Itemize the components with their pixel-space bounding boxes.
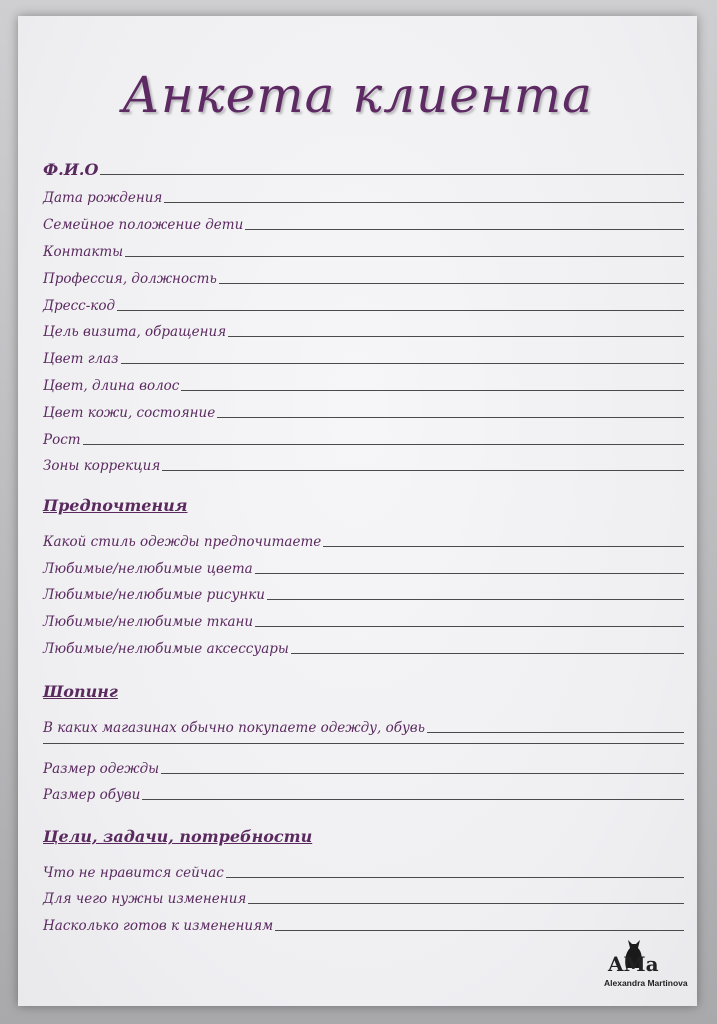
logo-mark: AMa [608, 952, 659, 976]
field-label: Насколько готов к изменениям [43, 918, 274, 934]
fill-line[interactable] [161, 772, 684, 774]
page-title: Анкета клиента [121, 66, 593, 124]
field-row [43, 238, 684, 260]
field-label: Что не нравится сейчас [43, 865, 224, 881]
field-row [43, 211, 684, 233]
field-label: Цвет, длина волос [43, 378, 180, 394]
field-label: Размер обуви [43, 787, 141, 803]
field-row [43, 318, 684, 340]
fill-line[interactable] [228, 335, 684, 337]
field-row [43, 859, 684, 881]
field-label: Зоны коррекция [43, 458, 161, 474]
field-label: Цвет глаз [43, 351, 119, 367]
questionnaire-sheet [18, 16, 697, 1006]
field-label: Ф.И.О [43, 160, 99, 179]
fill-line[interactable] [427, 731, 684, 733]
field-row [43, 635, 684, 657]
fill-line[interactable] [164, 201, 684, 203]
field-row [43, 528, 684, 550]
section-heading-goals: Цели, задачи, потребности [43, 827, 313, 846]
field-row [43, 345, 684, 367]
field-row [43, 755, 684, 777]
fill-line[interactable] [100, 173, 684, 175]
fill-line-extra[interactable] [43, 743, 684, 744]
field-row [43, 292, 684, 314]
fill-line[interactable] [142, 798, 684, 800]
field-label: Рост [43, 432, 81, 448]
field-row [43, 372, 684, 394]
field-label: Контакты [43, 244, 124, 260]
fill-line[interactable] [255, 572, 684, 574]
field-row [43, 555, 684, 577]
field-label: Дата рождения [43, 190, 163, 206]
field-label: Для чего нужны изменения [43, 891, 247, 907]
field-label: Семейное положение дети [43, 217, 244, 233]
fill-line[interactable] [291, 652, 684, 654]
fill-line[interactable] [245, 228, 684, 230]
field-row [43, 714, 684, 736]
fill-line[interactable] [226, 876, 684, 878]
field-row [43, 265, 684, 287]
field-label: Цвет кожи, состояние [43, 405, 216, 421]
fill-line[interactable] [162, 469, 684, 471]
field-label: В каких магазинах обычно покупаете одежду, обувь [43, 720, 425, 736]
field-label: Цель визита, обращения [43, 324, 227, 340]
section-heading-shopping: Шопинг [43, 682, 118, 701]
fill-line[interactable] [217, 416, 684, 418]
fill-line[interactable] [83, 443, 684, 445]
field-label: Любимые/нелюбимые аксессуары [43, 641, 289, 657]
fill-line[interactable] [219, 282, 684, 284]
field-row [43, 608, 684, 630]
fill-line[interactable] [181, 389, 684, 391]
field-row [43, 426, 684, 448]
field-row [43, 399, 684, 421]
fill-line[interactable] [117, 309, 684, 311]
field-label: Дресс-код [43, 298, 116, 314]
field-label: Профессия, должность [43, 271, 217, 287]
fill-line[interactable] [125, 255, 684, 257]
fill-line[interactable] [267, 598, 684, 600]
field-label: Любимые/нелюбимые ткани [43, 614, 254, 630]
field-row [43, 912, 684, 934]
fill-line[interactable] [121, 362, 684, 364]
fill-line[interactable] [255, 625, 684, 627]
field-fio [43, 156, 684, 178]
field-row [43, 452, 684, 474]
logo-name: Alexandra Martinova [604, 978, 688, 988]
field-label: Любимые/нелюбимые рисунки [43, 587, 265, 603]
field-label: Размер одежды [43, 761, 160, 777]
field-row [43, 885, 684, 907]
brand-logo [604, 934, 688, 994]
field-row [43, 581, 684, 603]
field-label: Любимые/нелюбимые цвета [43, 561, 253, 577]
fill-line[interactable] [323, 545, 684, 547]
field-label: Какой стиль одежды предпочитаете [43, 534, 322, 550]
field-row [43, 184, 684, 206]
fill-line[interactable] [275, 929, 684, 931]
section-heading-preferences: Предпочтения [43, 496, 188, 515]
field-row [43, 781, 684, 803]
fill-line[interactable] [248, 902, 684, 904]
